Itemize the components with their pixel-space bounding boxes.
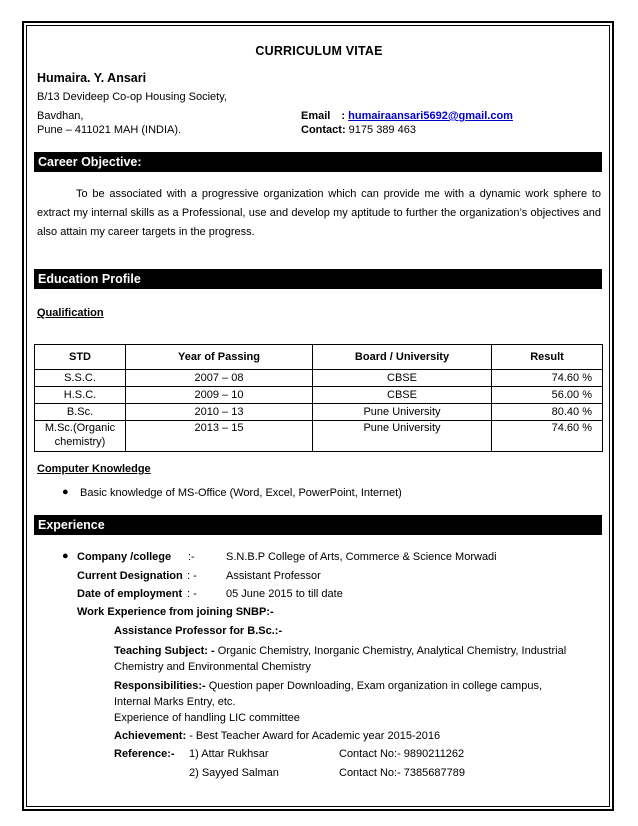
employment-date-label: Date of employment	[77, 588, 183, 600]
table-row	[35, 370, 603, 387]
table-cell: CBSE	[313, 370, 492, 387]
computer-knowledge-label: Computer Knowledge	[37, 463, 151, 475]
candidate-name: Humaira. Y. Ansari	[37, 71, 147, 85]
reference-name: 2) Sayyed Salman	[189, 767, 279, 779]
responsibilities-label: Responsibilities:-	[114, 680, 206, 692]
table-cell: M.Sc.(Organic chemistry)	[35, 421, 126, 452]
table-cell: Pune University	[313, 404, 492, 421]
bullet-icon: ●	[62, 550, 69, 562]
email-link[interactable]: humairaansari5692@gmail.com	[348, 110, 513, 122]
table-row	[35, 421, 603, 452]
achievement-value: - Best Teacher Award for Academic year 2015-2016	[189, 730, 441, 742]
table-cell: 2009 – 10	[126, 387, 313, 404]
designation-separator: : -	[187, 570, 197, 582]
column-header: Year of Passing	[126, 345, 313, 370]
reference-contact: Contact No:- 9890211262	[339, 748, 465, 760]
reference-name: 1) Attar Rukhsar	[189, 748, 269, 760]
reference-label: Reference:-	[114, 748, 175, 760]
address-line-2: Bavdhan,	[37, 110, 84, 122]
table-cell: 74.60 %	[492, 370, 603, 387]
table-cell: CBSE	[313, 387, 492, 404]
table-row	[35, 404, 603, 421]
table-cell: Pune University	[313, 421, 492, 452]
table-cell: 80.40 %	[492, 404, 603, 421]
table-cell: B.Sc.	[35, 404, 126, 421]
email-separator: :	[341, 110, 346, 122]
address-line-1: B/13 Devideep Co-op Housing Society,	[37, 91, 227, 103]
reference-contact: Contact No:- 7385687789	[339, 767, 465, 779]
email-label: Email	[301, 110, 331, 122]
designation-label: Current Designation	[77, 570, 183, 582]
column-header: STD	[35, 345, 126, 370]
computer-knowledge-item: Basic knowledge of MS-Office (Word, Excel, PowerPoint, Internet)	[80, 487, 402, 499]
bullet-icon: ●	[62, 486, 69, 498]
employment-date-separator: : -	[187, 588, 197, 600]
education-profile-heading: Education Profile	[34, 269, 602, 289]
qualification-table	[34, 344, 603, 452]
employment-date-value: 05 June 2015 to till date	[226, 588, 343, 600]
teaching-subject-value: Organic Chemistry, Inorganic Chemistry, Analytical Chemistry, Industrial Chemistry and Environmental Chemistry	[114, 645, 567, 673]
table-header-row	[35, 345, 603, 370]
table-cell: 56.00 %	[492, 387, 603, 404]
teaching-subject	[114, 643, 580, 675]
lic-experience: Experience of handling LIC committee	[114, 712, 300, 724]
career-objective-text	[37, 185, 601, 242]
designation-value: Assistant Professor	[226, 570, 321, 582]
qualification-label: Qualification	[37, 307, 104, 319]
document-title: CURRICULUM VITAE	[255, 44, 383, 58]
teaching-subject-label: Teaching Subject: -	[114, 645, 215, 657]
assistance-professor-heading: Assistance Professor for B.Sc.:-	[114, 625, 283, 637]
table-cell: H.S.C.	[35, 387, 126, 404]
career-objective-body: To be associated with a progressive organization which can provide me with a dynamic work sphere to extract my internal skills as a Professional, use and develop my aptitude to further the organization’s objectives and also attain my career targets in the progress.	[37, 188, 601, 238]
contact-label: Contact:	[301, 124, 346, 136]
achievement	[114, 730, 440, 742]
company-value: S.N.B.P College of Arts, Commerce & Science Morwadi	[226, 551, 497, 563]
column-header: Result	[492, 345, 603, 370]
responsibilities	[114, 678, 580, 710]
company-separator: :-	[188, 551, 195, 563]
table-cell: 74.60 %	[492, 421, 603, 452]
table-cell: S.S.C.	[35, 370, 126, 387]
career-objective-heading: Career Objective:	[34, 152, 602, 172]
contact-number: 9175 389 463	[348, 124, 416, 136]
table-cell: 2010 – 13	[126, 404, 313, 421]
table-row	[35, 387, 603, 404]
achievement-label: Achievement:	[114, 730, 187, 742]
responsibilities-value: Question paper Downloading, Exam organization in college campus, Internal Marks Entry, etc.	[114, 680, 542, 708]
column-header: Board / University	[313, 345, 492, 370]
work-experience-heading: Work Experience from joining SNBP:-	[77, 606, 274, 618]
table-cell: 2013 – 15	[126, 421, 313, 452]
company-label: Company /college	[77, 551, 172, 563]
experience-heading: Experience	[34, 515, 602, 535]
address-line-3: Pune – 411021 MAH (INDIA).	[37, 124, 182, 136]
email-row	[301, 110, 513, 122]
contact-row	[301, 124, 416, 136]
table-cell: 2007 – 08	[126, 370, 313, 387]
